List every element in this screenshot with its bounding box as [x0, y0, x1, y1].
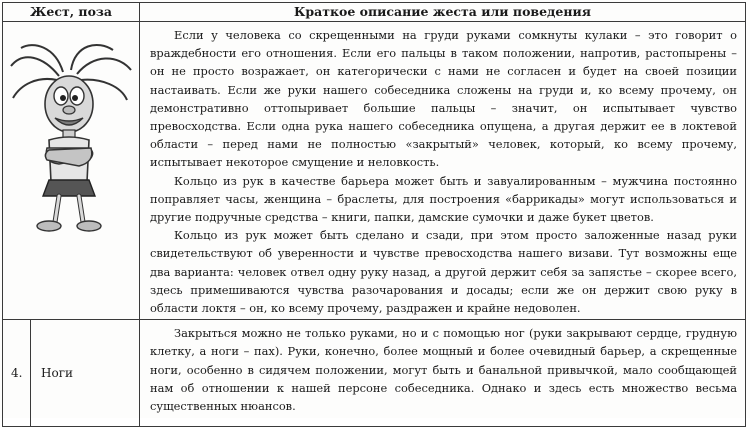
description-paragraph: Кольцо из рук в качестве барьера может быть и завуалированным – мужчина постоянно поправляет часы, женщина – браслеты, для построения «баррикады» могут использоваться и другие подручные средства – книги, папки, дамские сумочки и даже букет цветов.: [150, 173, 737, 225]
description-paragraph: Закрыться можно не только руками, но и с помощью ног (руки закрывают сердце, грудную клетку, а ноги – пах). Руки, конечно, более мощный и более очевидный барьер, а скрещенные ноги, особенно в сидячем положении, могут быть и банальной привычкой, мало сообщающей нам об отношении к нашей персоне собеседника. Однако и здесь есть множество весьма существенных нюансов.: [150, 326, 737, 414]
row-number: 4.: [3, 320, 31, 427]
pose-name: Ноги: [31, 320, 140, 427]
description-cell: [140, 320, 746, 427]
table-row: [3, 22, 746, 320]
arms-crossed-illustration: [3, 22, 141, 310]
illustration-cell: [3, 22, 140, 320]
header-description: Краткое описание жеста или поведения: [140, 3, 746, 22]
description-paragraph: Если у человека со скрещенными на груди руками сомкнуты кулаки – это говорит о враждебности его отношения. Если его пальцы в таком положении, напротив, растопырены – он не просто возражает, он категорически с нами не согласен и будет на своей позиции настаивать. Если же руки нашего собеседника сложены на груди и, ко всему прочему, он демонстративно оттопыривает большие пальцы – значит, он испытывает чувство превосходства. Если одна рука нашего собеседника опущена, а другая держит ее в локтевой области – перед нами не полностью «закрытый» человек, который, ко всему прочему, испытывает некоторое смущение и неловкость.: [150, 28, 737, 170]
header-gesture: Жест, поза: [3, 3, 140, 22]
cartoon-figure-icon: [3, 36, 141, 236]
table-header-row: [3, 3, 746, 22]
description-cell: [140, 22, 746, 320]
gesture-table: [2, 2, 746, 427]
table-row: [3, 320, 746, 427]
description-paragraph: Кольцо из рук может быть сделано и сзади, при этом просто заложенные назад руки свидетельствуют об уверенности и чувстве превосходства нашего визави. Тут возможны еще два варианта: человек отвел одну руку назад, а другой держит себя за запястье – скорее всего, здесь примешиваются чувства разочарования и досады; если же он держит свою руку в области локтя – он, ко всему прочему, раздражен и крайне недоволен.: [150, 228, 737, 316]
